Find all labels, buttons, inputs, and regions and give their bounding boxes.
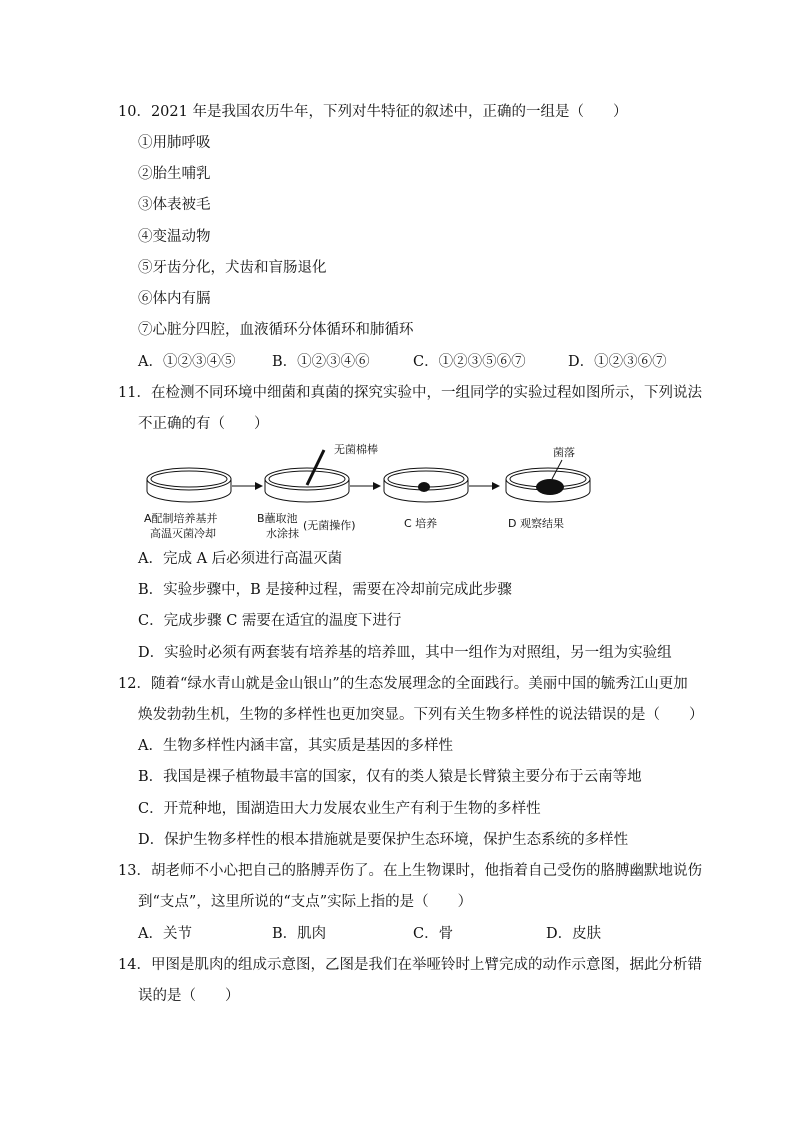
q12-stem-line1: 12．随着“绿水青山就是金山银山”的生态发展理念的全面践行。美丽中国的毓秀江山更加 — [118, 676, 688, 692]
q12-option-a: A．生物多样性内涵丰富，其实质是基因的多样性 — [138, 738, 453, 754]
q10-statement-7: ⑦心脏分四腔，血液循环分体循环和肺循环 — [138, 322, 414, 338]
sterile-swab — [307, 450, 324, 485]
q10-statement-1: ①用肺呼吸 — [138, 135, 211, 151]
q10-statement-5: ⑤牙齿分化，犬齿和盲肠退化 — [138, 260, 327, 276]
q11-stem-line2: 不正确的有（ ） — [138, 416, 269, 432]
petri-dish-a — [147, 468, 231, 502]
petri-dish-diagram — [0, 438, 794, 548]
q11-option-c: C．完成步骤 C 需要在适宜的温度下进行 — [138, 613, 402, 629]
q13-option-c: C．骨 — [413, 926, 454, 942]
q10-statement-2: ②胎生哺乳 — [138, 166, 211, 182]
step-b-note: (无菌操作) — [303, 519, 356, 532]
colony-pointer — [552, 460, 562, 479]
step-c-label: C 培养 — [404, 517, 438, 530]
step-b-label-line2: 水涂抹 — [266, 527, 299, 540]
small-colony — [418, 482, 430, 492]
step-a-label-line1: A配制培养基并 — [144, 512, 218, 525]
q13-option-a: A．关节 — [138, 926, 192, 942]
q14-stem-line2: 误的是（ ） — [138, 988, 240, 1004]
colony-label: 菌落 — [553, 446, 575, 459]
q10-option-c: C．①②③⑤⑥⑦ — [413, 354, 526, 370]
q14-stem-line1: 14．甲图是肌肉的组成示意图，乙图是我们在举哑铃时上臂完成的动作示意图，据此分析错 — [118, 957, 702, 973]
q12-option-c: C．开荒种地，围湖造田大力发展农业生产有利于生物的多样性 — [138, 801, 541, 817]
q13-stem-line2: 到“支点”，这里所说的“支点”实际上指的是（ ） — [138, 894, 473, 910]
q13-option-b: B．肌肉 — [272, 926, 327, 942]
q12-option-b: B．我国是裸子植物最丰富的国家，仅有的类人猿是长臂猿主要分布于云南等地 — [138, 769, 642, 785]
swab-label: 无菌棉棒 — [334, 443, 378, 456]
large-colony — [536, 479, 564, 495]
q11-option-b: B．实验步骤中，B 是接种过程，需要在冷却前完成此步骤 — [138, 582, 512, 598]
q12-option-d: D．保护生物多样性的根本措施就是要保护生态环境，保护生态系统的多样性 — [138, 832, 629, 848]
q10-option-b: B．①②③④⑥ — [272, 354, 370, 370]
q10-option-a: A．①②③④⑤ — [138, 354, 236, 370]
q11-option-d: D．实验时必须有两套装有培养基的培养皿，其中一组作为对照组，另一组为实验组 — [138, 645, 672, 661]
step-d-label: D 观察结果 — [508, 517, 564, 530]
q11-stem-line1: 11．在检测不同环境中细菌和真菌的探究实验中，一组同学的实验过程如图所示，下列说法 — [118, 385, 702, 401]
q10-statement-4: ④变温动物 — [138, 229, 211, 245]
q10-option-d: D．①②③⑥⑦ — [568, 354, 667, 370]
q12-stem-line2: 焕发勃勃生机，生物的多样性也更加突显。下列有关生物多样性的说法错误的是（ ） — [138, 707, 704, 723]
q11-option-a: A．完成 A 后必须进行高温灭菌 — [138, 551, 343, 567]
step-a-label-line2: 高温灭菌冷却 — [150, 527, 216, 540]
q10-stem: 10．2021 年是我国农历牛年，下列对牛特征的叙述中，正确的一组是（ ） — [118, 104, 628, 120]
q13-stem-line1: 13．胡老师不小心把自己的胳膊弄伤了。在上生物课时，他指着自己受伤的胳膊幽默地说伤 — [118, 863, 702, 879]
q10-statement-6: ⑥体内有膈 — [138, 291, 211, 307]
q10-statement-3: ③体表被毛 — [138, 197, 211, 213]
step-b-label-line1: B蘸取池 — [257, 512, 298, 525]
q13-option-d: D．皮肤 — [546, 926, 602, 942]
